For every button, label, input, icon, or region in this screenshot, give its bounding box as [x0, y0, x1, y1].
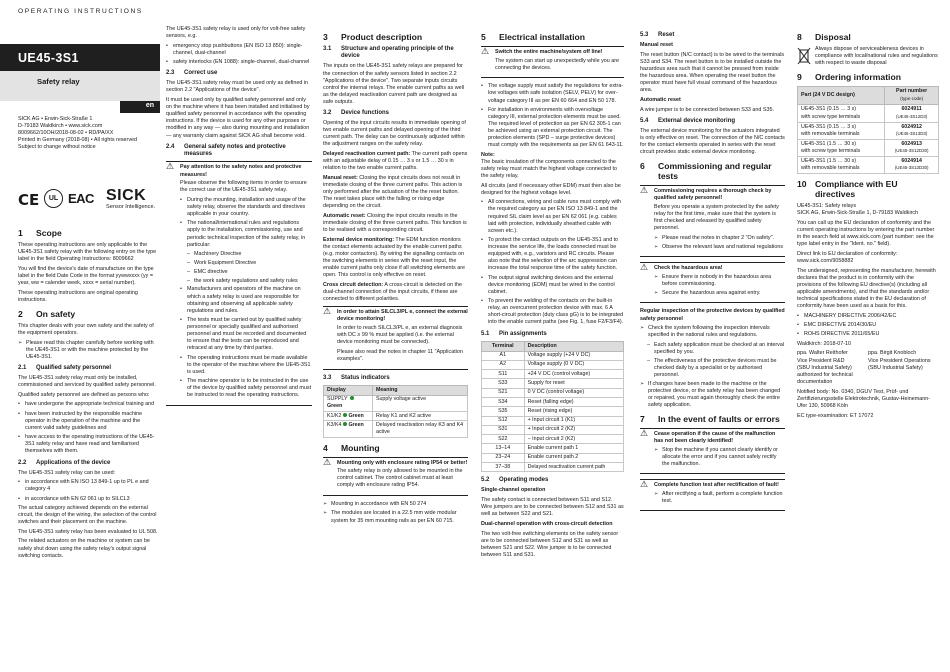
table-row: UE45-3S1 (1.5 … 30 s) with removable terminals 6024914 (UE45-3S13D30) [798, 157, 939, 174]
certification-marks [18, 187, 158, 217]
warning-box: ⚠ Complete function test after rectification of fault! ➢ After rectifying a fault, perform a complete function test. [640, 479, 785, 511]
table-row: SUPPLYGreen Supply voltage active [324, 395, 468, 411]
table-row: K1/K2 Green Relay K1 and K2 active [324, 412, 468, 421]
green-led-icon [350, 396, 354, 400]
table-row: S12 + Input circuit 1 (K1) [482, 416, 624, 425]
warning-icon: ⚠ [323, 307, 332, 318]
subtitle-bar [0, 71, 160, 101]
green-led-icon [343, 413, 347, 417]
subsection-heading: 2.2 Applications of the device [18, 459, 111, 466]
section-heading: 9 Ordering information [797, 72, 901, 83]
warning-box: ⚠ Check the hazardous area! ➢ Ensure there is nobody in the hazardous area before commissioning. ➢ Secure the hazardous area against entry. [640, 262, 785, 303]
subsection-heading: 2.4 General safety notes and protective measures [166, 143, 286, 157]
subsection-heading: 5.1 Pin assignments [481, 330, 547, 337]
warning-icon: ⚠ [640, 263, 649, 274]
warning-box: ⚠ Commissioning requires a thorough check by qualified safety personnel! Before you operate a system protected by the safety relay for the first time, make sure that the system is first checked and released by qualified safety personnel. ➢ Please read the notes in chapter 2 "On safety". ➢ Observe the relevant laws and national regulations [640, 185, 785, 257]
section-heading: 2 On safety [18, 308, 76, 319]
ul-mark-icon: UL [44, 189, 63, 208]
warning-box: ⚠ Cease operation if the cause of the malfunction has not been clearly identified! ➢ Stop the machine if you cannot clearly identify or allocate the error and if you cannot safely rectify the malfunction. [640, 428, 785, 474]
subsection-heading: 5.4 External device monitoring [640, 117, 736, 124]
eac-mark-icon: EAC [68, 191, 94, 206]
warning-icon: ⚠ [640, 480, 649, 491]
subsection-heading: 5.3 Reset [640, 32, 675, 38]
table-row: 13–14 Enable current path 1 [482, 444, 624, 453]
table-row: K3/K4 Green Delayed reactivation relay K3 and K4 active [324, 421, 468, 437]
column-4: 5 Electrical installation ⚠ Switch the entire machine/system off line! The system can start up unexpectedly while you are connecting the devices. • The voltage supply must satisfy the regulations for extra-low voltages with safe isolation (SELV, PELV) for over-voltage category III as per EN 60 664 and EN 50 178. • For installation in environments with overvoltage category III, external protection elements must be used. The required level of protection as per EN 62 305-1 can be achieved using an external protection circuit. The protection elements (SPD – surge protective devices) must comply with the requirements as per EN 61 643-11. Note: The basic insulation of the components connected to the safety relay must match the highest voltage connected to the safety relay. All circuits (and if necessary other EDM) must then also be designed for the highest voltage level. • All connections, wiring and cable runs must comply with the required category as per EN ISO 13 849-1 and the required SIL claim level as per EN 62 061 (e.g. cables laid with protection, individually sheathed cable with screen etc.). • To protect the contact outputs on the UE45-3S1 and to increase the service life, the loads connected must be equipped with, e.g., varistors and RC circuits. Please also note that the selection of the arc suppression can increase the total response time of the safety function. • The output signal switching devices and the external device monitoring (EDM) must be wired in the control cabinet. • To prevent the welding of the contacts on the built-in relay, an overcurrent protection device with max. 6 A short-circuit protection (duty class gG) is to be integrated into the enable current paths (see Fig. 1, fuse F2/F3/F4). 5.1 Pin assignments Terminal Description A1 Voltage supply (+24 V DC) A2 Voltage supply (0 V DC) S11 +24 V DC (control voltage) S33 Supply for reset S21 0 V DC (control voltage) S34 Reset (falling edge) S35 Reset (rising edge) S12 + Input circuit 1 (K1) S31 + Input circuit 2 (K2) S22 − Input circuit 2 (K2) 13–14 Enable current path 1 23–24 Enable current path 2 37–38 Delayed reactivation current path 5.2 Operating modes Single-channel operation The safety contact is connected between S11 and S12. Wire jumpers are to be connected between S12 and S31 as well as between S22 and S21. Dual-channel operation with cross-circuit detection The two volt-free switching elements on the safety sensor are to be connected between S12 and S31 as well as between S21 and S22. Wire jumper is to be connected between S11 and S31. [481, 32, 624, 561]
section-heading: 1 Scope [18, 228, 62, 238]
column-5: 5.3 Reset Manual reset The reset button (N/C contact) is to be wired to the terminals S33 and S34. The reset button is to be installed outside the hazardous area such that it cannot be pressed from inside the hazardous area. When operating the reset button the operator must have full visual command of the hazardous area. Automatic reset A wire jumper is to be connected between S33 and S35. 5.4 External device monitoring The external device monitoring for the actuators integrated is only effective on reset. The connection of the N/C contacts for the contact elements operated in series with the reset circuit provides static external device monitoring. 6 Commissioning and regular tests ⚠ Commissioning requires a thorough check by qualified safety personnel! Before you operate a system protected by the safety relay for the first time, make sure that the system is first checked and released by qualified safety personnel. ➢ Please read the notes in chapter 2 "On safety". ➢ Observe the relevant laws and national regulations ⚠ Check the hazardous area! ➢ Ensure there is nobody in the hazardous area before commissioning. ➢ Secure the hazardous area against entry. Regular inspection of the protective devices by qualified safety personnel ➢ Check the system following the inspection intervals specified in the national rules and regulations. – Each safety application must be checked at an interval specified by you. – The effectiveness of the protective devices must be checked daily by a specialist or by authorised personnel. ➢ If changes have been made to the machine or the protective device, or the safety relay has been changed or repaired, you must again thoroughly check the entire safety application. 7 In the event of faults or errors ⚠ Cease operation if the cause of the malfunction has not been clearly identified! ➢ Stop the machine if you cannot clearly identify or allocate the error and if you cannot safely rectify the malfunction. ⚠ Complete function test after rectification of fault! ➢ After rectifying a fault, perform a complete function test. [640, 32, 785, 516]
ordering-table: Part (24 V DC design) Part number (type code) UE45-3S1 (0.15 … 3 s) with screw type terminals 6024911 (UE45-3S12D3) UE45-3S1 (0.15 … 3 s) with removable terminals 6024912 (UE45-3S13D3) UE45-3S1 (1.5 … 30 s) with screw type terminals 6024913 (UE45-3S12D30) UE45-3S1 (1.5 … 30 s) with removable terminals 6024914 (UE45-3S13D30) [797, 86, 939, 174]
warning-box: ⚠ Switch the entire machine/system off line! The system can start up unexpectedly while you are connecting the devices. [481, 46, 624, 78]
section-heading: 4 Mounting [323, 442, 380, 453]
subsection-heading: 3.1 Structure and operating principle of the device [323, 46, 454, 60]
warning-icon: ⚠ [323, 457, 332, 468]
table-row: 37–38 Delayed reactivation current path [482, 462, 624, 471]
table-row: S35 Reset (rising edge) [482, 407, 624, 416]
subsection-heading: 2.3 Correct use [166, 70, 218, 77]
section-heading: 5 Electrical installation [481, 32, 585, 42]
table-row: S31 + Input circuit 2 (K2) [482, 425, 624, 434]
warning-icon: ⚠ [481, 47, 490, 57]
product-title-bar [0, 44, 160, 71]
table-row: A1 Voltage supply (+24 V DC) [482, 351, 624, 360]
table-row: S11 +24 V DC (control voltage) [482, 370, 624, 379]
subtitle: Safety relay [37, 77, 80, 86]
warning-icon: ⚠ [640, 186, 649, 196]
table-row: S34 Reset (falling edge) [482, 398, 624, 407]
table-row: S33 Supply for reset [482, 379, 624, 388]
section-heading: 6 Commissioning and regular tests [640, 161, 772, 181]
language-badge: en [120, 101, 160, 113]
table-row: S21 0 V DC (control voltage) [482, 388, 624, 397]
signatories: ppa. Walter Reithofer Vice President R&D (SBU Industrial Safety) authorized for technical documentation ppa. Birgit Knobloch Vice President Operations (SBU Industrial Safety) [797, 350, 931, 385]
column-2: The UE45-3S1 safety relay is used only for volt-free safety sensors, e.g. • emergency stop pushbuttons (EN ISO 13 850): single-channel, dual-channel • safety interlocks (EN 1088): single-channel, dual-channel 2.3 Correct use The UE45-3S1 safety relay must be used only as defined in section 2.2 "Applications of the device". It must be used only by qualified safety personnel and only on the machine where it has been installed and initialised by qualified safety personnel in accordance with the operating instructions. If the device is used for any other purposes or modified in any way — also during mounting and installation — any warranty claim against SICK AG shall become void. 2.4 General safety notes and protective measures ⚠ Pay attention to the safety notes and protective measures! Please observe the following items in order to ensure the correct use of the UE45-3S1 safety relay. • During the mounting, installation and usage of the safety relay, observe the standards and directives applicable in your country. • The national/international rules and regulations apply to the installation, commissioning, use and periodic technical inspection of the safety relay, in particular: – Machinery Directive – Work Equipment Directive – EMC directive – the work safety regulations and safety rules • Manufacturers and operators of the machine on which a safety relay is used are responsible for obtaining and observing all applicable safety regulations and rules. • The tests must be carried out by qualified safety personnel or specially qualified and authorised personnel and must be recorded and documented to ensure that the tests can be reproduced and retraced at any time by third parties. • The operating instructions must be made available to the operator of the machine where the UE45-3S1 is used. • The machine operator is to be instructed in the use of the device by qualified safety personnel and must be instructed to read the operating instructions. [166, 26, 312, 411]
warning-icon: ⚠ [640, 429, 649, 440]
product-title: UE45-3S1 [18, 51, 79, 65]
table-row: UE45-3S1 (0.15 … 3 s) with removable terminals 6024912 (UE45-3S13D3) [798, 122, 939, 139]
warning-box: ⚠ In order to attain SILCL3/PL e, connect the external device monitoring! In order to reach SILCL3/PL e, an external diagnosis with DC ≥ 99 % must be applied (i.e. the external device monitoring must be connected). Please also read the notes in chapter 11 "Application examples". [323, 306, 468, 369]
green-led-icon [343, 422, 347, 426]
ce-mark-icon: CE [18, 191, 40, 209]
status-indicator-table: Display Meaning SUPPLYGreen Supply voltage active K1/K2 Green Relay K1 and K2 active K3/K4 Green Delayed reactivation relay K3 and K4 active [323, 385, 468, 438]
subsection-heading: 3.3 Status indicators [323, 374, 390, 381]
pin-assignment-table: Terminal Description A1 Voltage supply (+24 V DC) A2 Voltage supply (0 V DC) S11 +24 V DC (control voltage) S33 Supply for reset S21 0 V DC (control voltage) S34 Reset (falling edge) S35 Reset (rising edge) S12 + Input circuit 1 (K1) S31 + Input circuit 2 (K2) S22 − Input circuit 2 (K2) 13–14 Enable current path 1 23–24 Enable current path 2 37–38 Delayed reactivation current path [481, 341, 624, 473]
section-heading: 8 Disposal [797, 32, 851, 42]
warning-box: ⚠ Pay attention to the safety notes and protective measures! Please observe the following items in order to ensure the correct use of the UE45-3S1 safety relay. • During the mounting, installation and usage of the safety relay, observe the standards and directives applicable in your country. • The national/international rules and regulations apply to the installation, commissioning, use and periodic technical inspection of the safety relay, in particular: – Machinery Directive – Work Equipment Directive – EMC directive – the work safety regulations and safety rules • Manufacturers and operators of the machine on which a safety relay is used are responsible for obtaining and observing all applicable safety regulations and rules. • The tests must be carried out by qualified safety personnel or specially qualified and authorised personnel and must be recorded and documented to ensure that the tests can be reproduced and retraced at any time by third parties. • The operating instructions must be made available to the operator of the machine where the UE45-3S1 is used. • The machine operator is to be instructed in the use of the device by qualified safety personnel and must be instructed to read the operating instructions. [166, 161, 312, 405]
subsection-heading: 5.2 Operating modes [481, 477, 549, 484]
table-row: UE45-3S1 (0.15 … 3 s) with screw type terminals 6024911 (UE45-3S12D3) [798, 105, 939, 122]
warning-box: ⚠ Mounting only with enclosure rating IP54 or better! The safety relay is only allowed to be mounted in the control cabinet. The control cabinet must at least comply with enclosure rating IP54. [323, 457, 468, 496]
crossed-bin-icon [797, 46, 811, 66]
section-heading: 3 Product description [323, 32, 423, 42]
column-3: 3 Product description 3.1 Structure and operating principle of the device The inputs on the UE45-3S1 safety relays are prepared for the connection of the safety sensors listed in section 2.2 "Applications of the device". Two separate inputs circuits control the internal relays. The enable current paths as well as the delayed reactivation current path are designed as safe outputs. 3.2 Device functions Opening of the input circuits results in immediate opening of two enable current paths and delayed opening of the third current path. The delay can be continuously adjusted within the adjustment ranges on the safety relay. Delayed reactivation current path: The current path opens with an adjustable delay of 0.15 … 3 s or 1.5 … 30 s in relation to the two enable current paths. Manual reset: Closing the input circuits does not result in immediate closing of the three current paths. This action is only performed after the actuation of the the reset button. The reset takes place with the falling or rising edge depending on the circuit. Automatic reset: Closing the input circuits results in the immediate closing of the three current paths. This function is to be realised with a corresponding circuit. External device monitoring: The EDM function monitors the contact elements actuated by the enable current paths (e.g. motor contactors). By wiring the signalling contacts on the switching elements in series with the reset input, the enable current paths only close if all switching elements are open. This control is only effective on reset. Cross circuit detection: A cross-circuit is detected on the dual-channel connection of the input circuits, if these are connected to different polarities. ⚠ In order to attain SILCL3/PL e, connect the external device monitoring! In order to reach SILCL3/PL e, an external diagnosis with DC ≥ 99 % must be applied (i.e. the external device monitoring must be connected). Please also read the notes in chapter 11 "Application examples". 3.3 Status indicators Display Meaning SUPPLYGreen Supply voltage active K1/K2 Green Relay K1 and K2 active K3/K4 Green Delayed reactivation relay K3 and K4 active 4 Mounting ⚠ Mounting only with enclosure rating IP54 or better! The safety relay is only allowed to be mounted in the control cabinet. The control cabinet must at least comply with enclosure rating IP54. ➢ Mounting in accordance with EN 50 274 ➢ The modules are located in a 22.5 mm wide modular system for 35 mm mounting rails as per EN 60 715. [323, 32, 468, 527]
warning-icon: ⚠ [166, 162, 175, 173]
table-row: UE45-3S1 (1.5 … 30 s) with screw type terminals 6024913 (UE45-3S12D30) [798, 139, 939, 156]
address-block: SICK AG • Erwin-Sick-Straße 1 D-79183 Waldkirch • www.sick.com 8009662/10OH/2018-08-02 • RD/PA/XX Printed in Germany (2018-08) • All rights reserved Subject to change without notice [18, 116, 138, 151]
table-row: S22 − Input circuit 2 (K2) [482, 435, 624, 444]
subsection-heading: 2.1 Qualified safety personnel [18, 365, 112, 371]
section-heading: 10 Compliance with EU directives [797, 179, 898, 200]
column-1: 1 Scope These operating instructions are only applicable to the UE45-3S1 safety relay with the following entry on the type label in the field Operating Instructions: 8009662 You will find the device's date of manufacture on the type label in the field Date Code in the format yywwxxxx (yy = year, ww = calender week, xxxx = serial number). These operating instructions are original operating instructions. 2 On safety This chapter deals with your own safety and the safety of the equipment operators. ➢ Please read this chapter carefully before working with the UE45-3S1 or with the machine protected by the UE45-3S1. 2.1 Qualified safety personnel The UE45-3S1 safety relay must only be installed, commissioned and serviced by qualified safety personnel. Qualified safety personnel are defined as persons who: • have undergone the appropriate technical training and • have been instructed by the responsible machine operator in the operation of the machine and the current valid safety guidelines and • have access to the operating instructions of the UE45-3S1 safety relay and have read and familiarised themselves with them. 2.2 Applications of the device The UE45-3S1 safety relay can be used: • in accordance with EN ISO 13 849-1 up to PL e and category 4 • in accordance with EN 62 061 up to SILCL3 The actual category achieved depends on the external circuit, the design of the wiring, the selection of the control switches and their placement on the machine. The UE45-3S1 safety relay has been evaluated to UL 508. The related actuators on the machine or system can be safely shut down using the safety relay's output signal switching contacts. [18, 223, 158, 562]
subsection-heading: 3.2 Device functions [323, 109, 390, 116]
table-row: 23–24 Enable current path 2 [482, 453, 624, 462]
section-heading: 7 In the event of faults or errors [640, 414, 780, 425]
sick-logo: SICK Sensor Intelligence. [106, 187, 156, 210]
operating-instructions-label: OPERATING INSTRUCTIONS [18, 8, 143, 15]
column-6: 8 Disposal Always dispose of serviceableness devices in compliance with local/national rules and regulations with respect to waste disposal 9 Ordering information Part (24 V DC design) Part number (type code) UE45-3S1 (0.15 … 3 s) with screw type terminals 6024911 (UE45-3S12D3) UE45-3S1 (0.15 … 3 s) with removable terminals 6024912 (UE45-3S13D3) UE45-3S1 (1.5 … 30 s) with screw type terminals 6024913 (UE45-3S12D30) UE45-3S1 (1.5 … 30 s) with removable terminals 6024914 (UE45-3S13D30) 10 Compliance with EU directives UE45-3S1: Safety relays SICK AG, Erwin-Sick-Straße 1, D-79183 Waldkirch You can call up the EU declaration of conformity and the current operating instructions by entering the part number in the search field at www.sick.com (part number: see the type label entry in the "Ident. no." field). Direct link to EU declaration of conformity: www.sick.com/9058882 The undersigned, representing the manufacturer, herewith declares that the product is in conformity with the provisions of the following EU directive(s) (including all applicable amendments), and that the standards and/or technical specifications stated in the EU declaration of conformity have been used as a basis for this. • MACHINERY DIRECTIVE 2006/42/EC • EMC DIRECTIVE 2014/30/EU • ROHS DIRECTIVE 2011/65/EU Waldkirch: 2018-07-10 ppa. Walter Reithofer Vice President R&D (SBU Industrial Safety) authorized for technical documentation ppa. Birgit Knobloch Vice President Operations (SBU Industrial Safety) Notified body: No. 0340, DGUV Test, Prüf- und Zertifizierungsstelle Elektrotechnik, Gustav-Heinemann-Ufer 130, 50968 Köln EC type-examination: ET 17072 [797, 32, 939, 422]
table-row: A2 Voltage supply (0 V DC) [482, 360, 624, 369]
